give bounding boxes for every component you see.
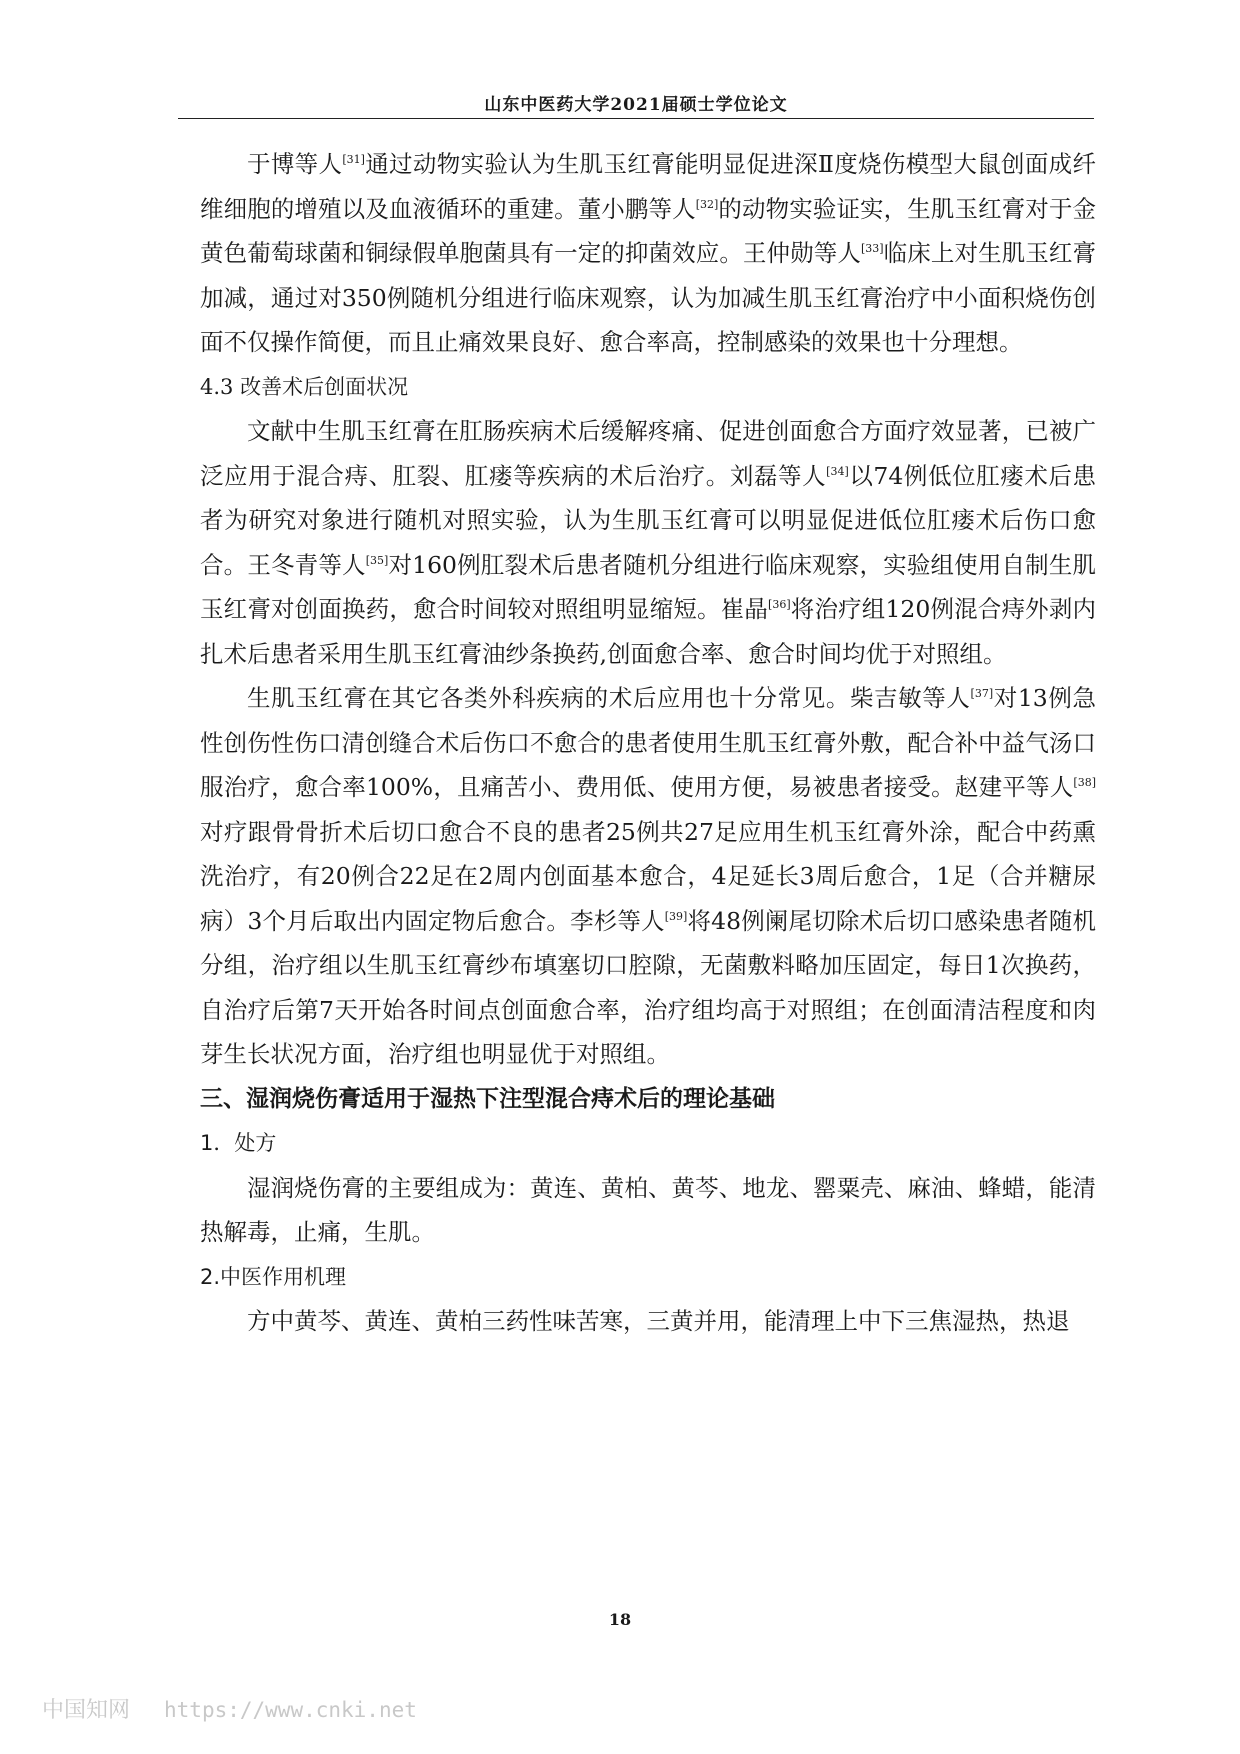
paragraph-anorectal: [200, 409, 1096, 676]
text-run: 将治疗组120例混合痔外剥内扎术后患者采用生肌玉红膏油纱条换药,创面愈合率、愈合时间均优于对照组。: [200, 595, 1096, 668]
citation-ref-39[interactable]: [39]: [664, 909, 688, 923]
text-run: 以74例低位肛瘘术后患者为研究对象进行随机对照实验，认为生肌玉红膏可以明显促进低位肛瘘术后伤口愈合。王冬青等人: [200, 461, 1097, 579]
paragraph-other-surgery: [200, 676, 1096, 1077]
header-rule: [178, 118, 1094, 119]
citation-ref-32[interactable]: [32]: [695, 197, 719, 211]
paragraph-prescription: 湿润烧伤膏的主要组成为：黄连、黄柏、黄芩、地龙、罂粟壳、麻油、蜂蜡，能清热解毒，止痛，生肌。: [200, 1173, 1096, 1246]
watermark-brand: 中国知网: [42, 1698, 131, 1723]
citation-ref-35[interactable]: [35]: [365, 553, 389, 567]
subheading-prescription: 1．处方: [200, 1131, 277, 1155]
running-header: 山东中医药大学2021届硕士学位论文: [484, 95, 788, 115]
text-run: 于博等人: [247, 150, 343, 178]
text-run: 的动物实验证实，生肌玉红膏对于金黄色葡萄球菌和铜绿假单胞菌具有一定的抑菌效应。王仲勋等人: [200, 194, 1097, 267]
text-run: 生肌玉红膏在其它各类外科疾病的术后应用也十分常见。柴吉敏等人: [247, 684, 971, 712]
paragraph-mechanism: 方中黄芩、黄连、黄柏三药性味苦寒，三黄并用，能清理上中下三焦湿热，热退: [247, 1307, 1070, 1335]
citation-ref-34[interactable]: [34]: [826, 464, 849, 478]
text-run: 文献中生肌玉红膏在肛肠疾病术后缓解疼痛、促进创面愈合方面疗效显著，已被广泛应用于混合痔、肛裂、肛瘘等疾病的术后治疗。刘磊等人: [200, 417, 1096, 490]
citation-ref-36[interactable]: [36]: [768, 598, 791, 612]
citation-ref-38[interactable]: [38]: [1073, 776, 1096, 790]
chapter-heading-3: 三、湿润烧伤膏适用于湿热下注型混合痔术后的理论基础: [200, 1085, 775, 1112]
text-run: 临床上对生肌玉红膏加减，通过对350例随机分组进行临床观察，认为加减生肌玉红膏治疗中小面积烧伤创面不仅操作简便，而且止痛效果良好、愈合率高，控制感染的效果也十分理想。: [200, 239, 1097, 356]
text-run: 对160例肛裂术后患者随机分组进行临床观察，实验组使用自制生肌玉红膏对创面换药，愈合时间较对照组明显缩短。崔晶: [200, 550, 1097, 623]
watermark-url: https://www.cnki.net: [164, 1698, 417, 1722]
cnki-watermark: [42, 1693, 417, 1724]
text-run: 通过动物实验认为生肌玉红膏能明显促进深Ⅱ度烧伤模型大鼠创面成纤维细胞的增殖以及血液循环的重建。董小鹏等人: [200, 150, 1096, 223]
body-text: [200, 142, 1096, 1344]
page-number: 18: [608, 1610, 632, 1629]
paragraph-yubo: [200, 142, 1096, 365]
citation-ref-31[interactable]: [31]: [342, 153, 365, 167]
citation-ref-33[interactable]: [33]: [860, 242, 884, 256]
section-heading-4-3: 4.3 改善术后创面状况: [200, 374, 409, 399]
text-run: 将48例阑尾切除术后切口感染患者随机分组，治疗组以生肌玉红膏纱布填塞切口腔隙，无菌敷料略加压固定，每日1次换药，自治疗后第7天开始各时间点创面愈合率，治疗组均高于对照组；在创面清洁程度和肉芽生长状况方面，治疗组也明显优于对照组。: [200, 906, 1097, 1068]
citation-ref-37[interactable]: [37]: [970, 687, 994, 701]
text-run: 对13例急性创伤性伤口清创缝合术后伤口不愈合的患者使用生肌玉红膏外敷，配合补中益气汤口服治疗，愈合率100%，且痛苦小、费用低、使用方便，易被患者接受。赵建平等人: [200, 684, 1096, 801]
subheading-mechanism: 2.中医作用机理: [200, 1264, 347, 1289]
text-run: 对疗跟骨骨折术后切口愈合不良的患者25例共27足应用生机玉红膏外涂，配合中药熏洗治疗，有20例合22足在2周内创面基本愈合，4足延长3周后愈合，1足（合并糖尿病）3个月后取出内固定物后愈合。李杉等人: [200, 817, 1096, 935]
